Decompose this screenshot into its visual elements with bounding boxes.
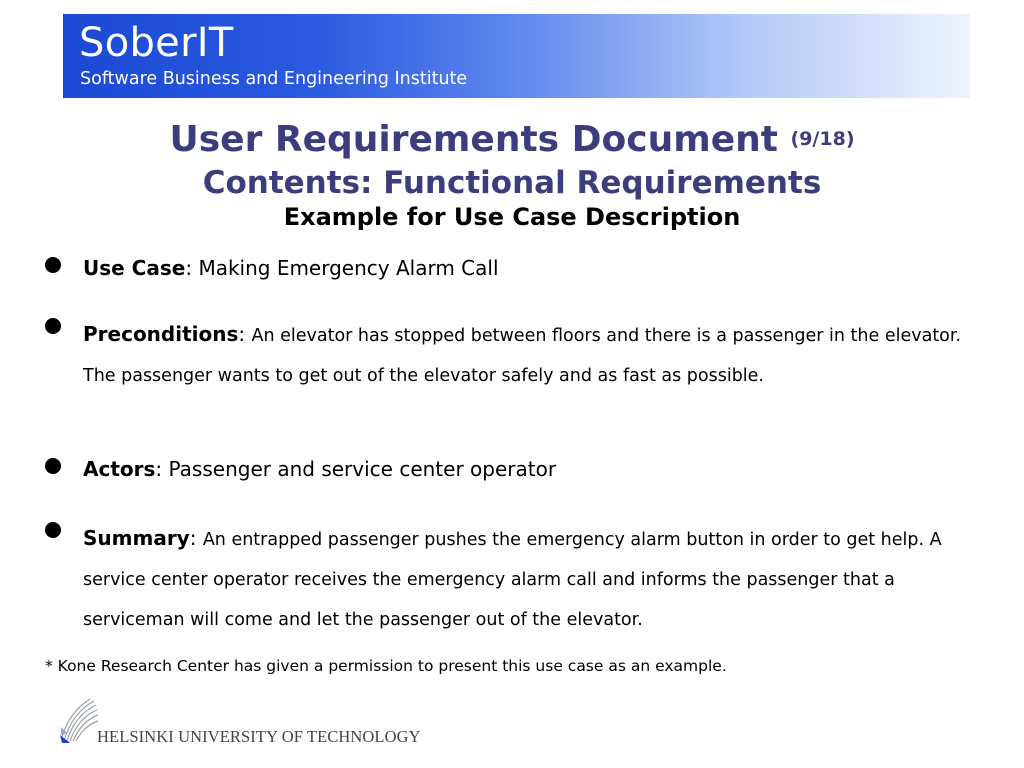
footnote: * Kone Research Center has given a permission to present this use case as an example.	[45, 657, 727, 675]
bullet-separator: :	[155, 457, 169, 481]
bullet-label: Preconditions	[83, 322, 239, 346]
bullet-label: Actors	[83, 457, 156, 481]
bullet-text	[83, 255, 973, 283]
university-logo-icon	[58, 697, 100, 745]
page-indicator: (9/18)	[790, 128, 855, 150]
header-banner	[63, 14, 970, 98]
brand-subtitle: Software Business and Engineering Institute	[80, 69, 468, 89]
page-subtitle: Contents: Functional Requirements	[202, 165, 822, 201]
brand-title: SoberIT	[79, 20, 234, 66]
bullet-separator: :	[238, 322, 252, 346]
bullet-dot-icon	[45, 318, 61, 334]
bullet-dot-icon	[45, 522, 61, 538]
university-name: HELSINKI UNIVERSITY OF TECHNOLOGY	[97, 727, 421, 746]
bullet-dot-icon	[45, 257, 61, 273]
page-title-text: User Requirements Document	[169, 119, 778, 160]
bullet-value: Making Emergency Alarm Call	[198, 256, 499, 280]
bullet-value: An elevator has stopped between floors and there is a passenger in the elevator. The passenger wants to get out of the elevator safely and as fast as possible.	[83, 326, 962, 386]
slide-title-block	[0, 112, 1024, 232]
bullet-separator: :	[185, 256, 199, 280]
bullet-label: Use Case	[83, 256, 186, 280]
section-heading: Example for Use Case Description	[283, 203, 741, 231]
bullet-value: An entrapped passenger pushes the emergency alarm button in order to get help. A service center operator receives the emergency alarm call and informs the passenger that a serviceman will come and let the passenger out of the elevator.	[83, 530, 942, 630]
bullet-text	[83, 520, 973, 640]
page-title	[0, 112, 1024, 167]
bullet-label: Summary	[83, 526, 190, 550]
bullet-separator: :	[189, 526, 203, 550]
bullet-dot-icon	[45, 458, 61, 474]
bullet-text	[83, 456, 973, 484]
bullet-text	[83, 316, 973, 396]
bullet-value: Passenger and service center operator	[168, 457, 557, 481]
